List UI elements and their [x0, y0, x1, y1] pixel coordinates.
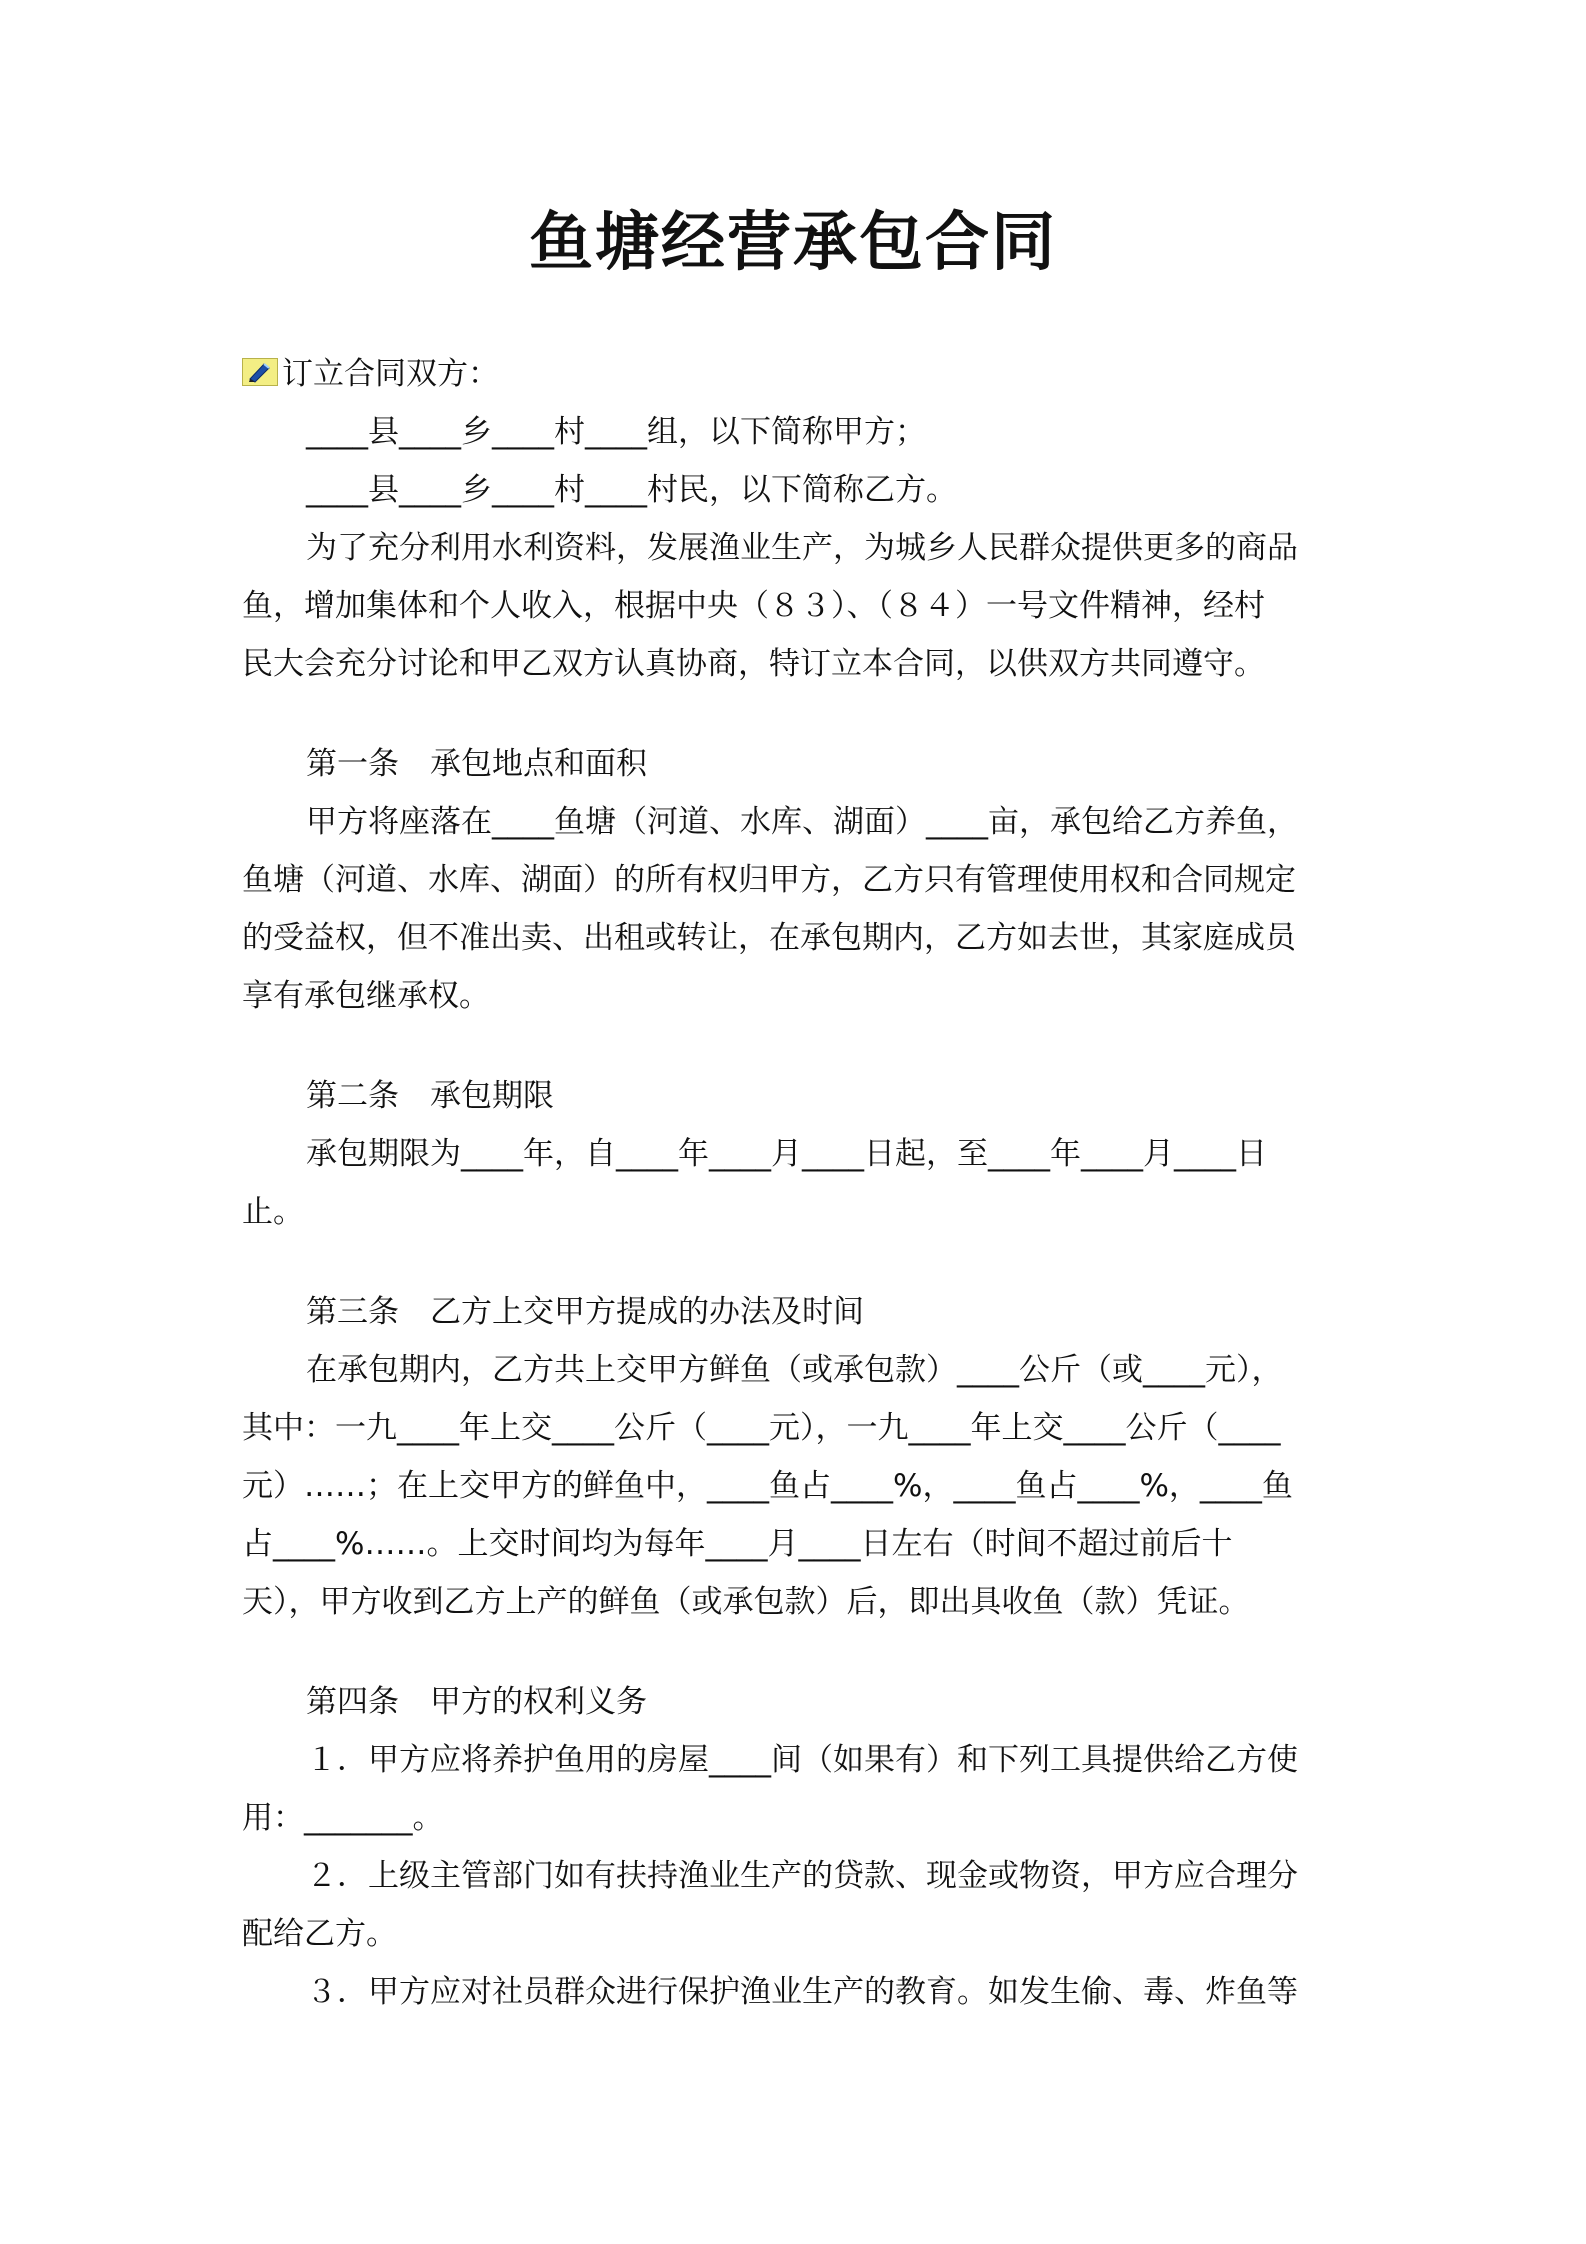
article-line: 天），甲方收到乙方上产的鲜鱼（或承包款）后，即出具收鱼（款）凭证。	[242, 1584, 1250, 1620]
article-heading: 第四条 甲方的权利义务	[306, 1684, 647, 1720]
article-line: 享有承包继承权。	[242, 978, 490, 1014]
preamble-line: 鱼，增加集体和个人收入，根据中央（８３）、（８４）一号文件精神，经村	[242, 588, 1265, 624]
party-a-line: ____县____乡____村____组，以下简称甲方；	[306, 414, 926, 450]
article-line: 甲方将座落在____鱼塘（河道、水库、湖面）____亩，承包给乙方养鱼，	[306, 804, 1298, 840]
article-line: 的受益权，但不准出卖、出租或转让，在承包期内，乙方如去世，其家庭成员	[242, 920, 1296, 956]
paragraph-gap	[242, 1025, 1344, 1067]
article-line: 承包期限为____年，自____年____月____日起，至____年____月____日	[306, 1136, 1267, 1172]
paragraph-gap	[242, 693, 1344, 735]
document-title: 鱼塘经营承包合同	[529, 206, 1057, 280]
preamble-line: 民大会充分讨论和甲乙双方认真协商，特订立本合同，以供双方共同遵守。	[242, 646, 1265, 682]
article-line: 元）……；在上交甲方的鲜鱼中，____鱼占____%，____鱼占____%，____鱼	[242, 1468, 1293, 1504]
article-line: 其中：一九____年上交____公斤（____元），一九____年上交____公斤（____	[242, 1410, 1281, 1446]
article-line: 用：_______。	[242, 1800, 444, 1836]
article-line: １．甲方应将养护鱼用的房屋____间（如果有）和下列工具提供给乙方使	[306, 1742, 1298, 1778]
article-heading: 第一条 承包地点和面积	[306, 746, 647, 782]
parties-heading-line	[242, 345, 1344, 403]
parties-heading: 订立合同双方：	[282, 356, 499, 392]
article-line: ２．上级主管部门如有扶持渔业生产的贷款、现金或物资，甲方应合理分	[306, 1858, 1298, 1894]
article-line: 鱼塘（河道、水库、湖面）的所有权归甲方，乙方只有管理使用权和合同规定	[242, 862, 1296, 898]
article-line: 占____%……。上交时间均为每年____月____日左右（时间不超过前后十	[242, 1526, 1233, 1562]
preamble-line: 为了充分利用水利资料，发展渔业生产，为城乡人民群众提供更多的商品	[306, 530, 1298, 566]
pen-note-icon	[242, 358, 278, 386]
paragraph-gap	[242, 1631, 1344, 1673]
paragraph-gap	[242, 1241, 1344, 1283]
article-heading: 第二条 承包期限	[306, 1078, 554, 1114]
party-b-line: ____县____乡____村____村民，以下简称乙方。	[306, 472, 957, 508]
article-heading: 第三条 乙方上交甲方提成的办法及时间	[306, 1294, 864, 1330]
document-body	[242, 345, 1344, 2021]
article-line: 配给乙方。	[242, 1916, 397, 1952]
article-line: ３．甲方应对社员群众进行保护渔业生产的教育。如发生偷、毒、炸鱼等	[306, 1974, 1298, 2010]
article-line: 在承包期内，乙方共上交甲方鲜鱼（或承包款）____公斤（或____元），	[306, 1352, 1283, 1388]
article-line: 止。	[242, 1194, 304, 1230]
